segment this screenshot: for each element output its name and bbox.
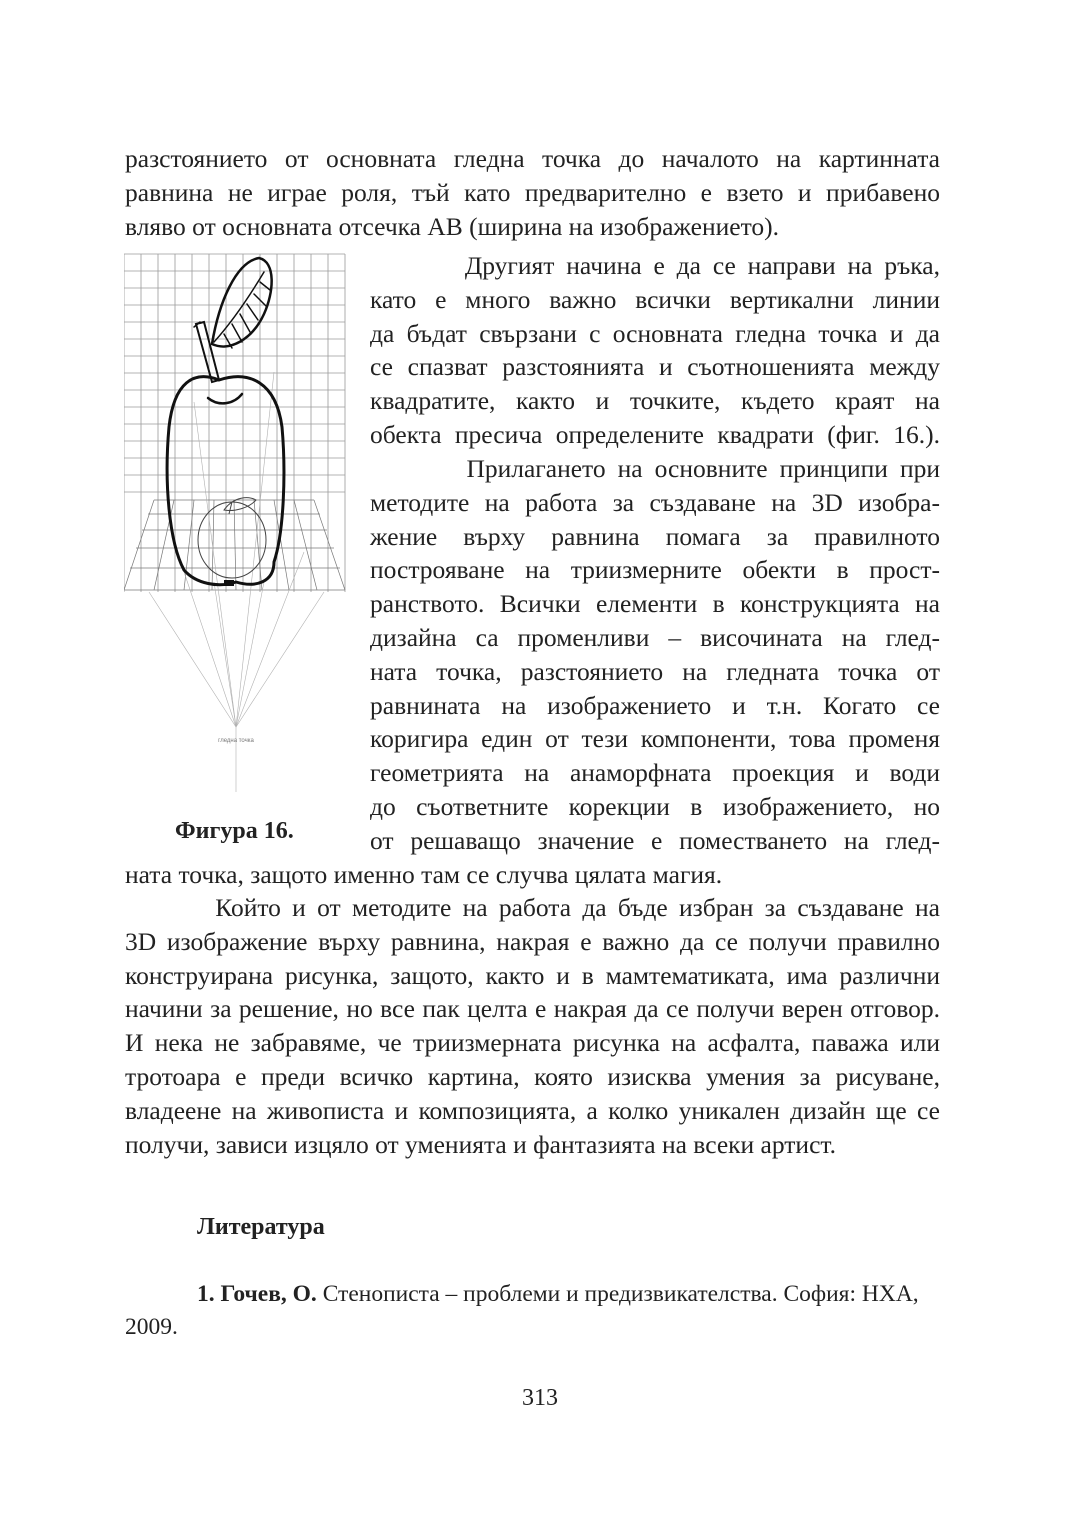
text-line: начини за решение, но все пак целта е накрая да се получи верен отговор.: [125, 994, 940, 1024]
reference-title: Стенописта – проблеми и предизвикателства. София: НХА,: [316, 1281, 919, 1307]
reference-year: 2009.: [125, 1314, 178, 1340]
text-line: дизайна са променливи – височината на глед-: [370, 622, 940, 652]
text-line: методите на работа за създаване на 3D изобра-: [370, 487, 940, 517]
text-line: построяване на триизмерните обекти в прост-: [370, 555, 940, 585]
page-number: 313: [522, 1385, 558, 1411]
text-line: ната точка, защото именно там се случва цялата магия.: [125, 860, 723, 889]
text-line: тротоара е преди всичко картина, която изисква умения за рисуване,: [125, 1061, 940, 1091]
text-line: И нека не забравяме, че триизмерната рисунка на асфалта, паважа или: [125, 1028, 940, 1058]
paragraph-1: [125, 142, 940, 243]
text-line: коригира един от тези компоненти, това променя: [370, 724, 940, 754]
perspective-floor-grid: [124, 500, 345, 590]
text-line: геометрията на анаморфната проекция и води: [370, 758, 940, 788]
figure-caption: Фигура 16.: [175, 818, 294, 844]
text-line: ранството. Всички елементи в конструкцията на: [370, 589, 940, 619]
text-line: обекта пресича определените квадрати (фиг. 16.).: [370, 419, 940, 449]
text-line: вляво от основната отсечка АВ (ширина на изображението).: [125, 211, 780, 241]
text-line: равнината на изображението и т.н. Когато се: [370, 690, 940, 720]
figure-16-apple-anamorphic-drawing: [124, 252, 348, 812]
text-line: жение върху равнина помага за правилното: [370, 521, 940, 551]
text-line: да бъдат свързани с основната гледна точка и да: [370, 318, 940, 348]
apple-outline: [167, 258, 284, 585]
text-line: конструирана рисунка, защото, както и в мамтематиката, има различни: [125, 960, 940, 990]
text-line: равнина не играе роля, тъй като предварително е взето и прибавено: [125, 177, 940, 207]
text-line: квадратите, както и точките, където краят на: [370, 386, 940, 416]
text-line: от решаващо значение е поместването на глед-: [370, 825, 940, 855]
text-line: Прилагането на основните принципи при: [370, 454, 940, 483]
text-line: се спазват разстоянията и съотношенията между: [370, 352, 940, 382]
text-line: владеене на живописта и композицията, а колко уникален дизайн ще се: [125, 1095, 940, 1125]
text-line: като е много важно всички вертикални линии: [370, 284, 940, 314]
text-line: 3D изображение върху равнина, накрая е важно да се получи правилно: [125, 926, 940, 956]
paragraph-3: [370, 452, 940, 858]
text-line: получи, зависи изцяло от уменията и фантазията на всеки артист.: [125, 1129, 836, 1159]
paragraph-2: [370, 249, 940, 452]
vantage-point-label: гледна точка: [218, 738, 254, 744]
literature-heading: Литература: [197, 1214, 325, 1240]
paragraph-3-continuation: [125, 858, 940, 892]
text-line: до съответните корекции в изображението, но: [370, 791, 940, 821]
grid: [124, 254, 345, 592]
base-marker: [224, 580, 234, 586]
reference-author: 1. Гочев, О.: [197, 1281, 317, 1307]
text-line: Който и от методите на работа да бъде избран за създаване на: [125, 893, 940, 922]
text-line: Другият начина е да се направи на ръка,: [370, 251, 940, 280]
paragraph-4: [125, 891, 940, 1161]
text-line: ната точка, разстоянието на гледната точка от: [370, 656, 940, 686]
text-line: разстоянието от основната гледна точка до началото на картинната: [125, 144, 940, 173]
reference-1: [125, 1278, 940, 1344]
